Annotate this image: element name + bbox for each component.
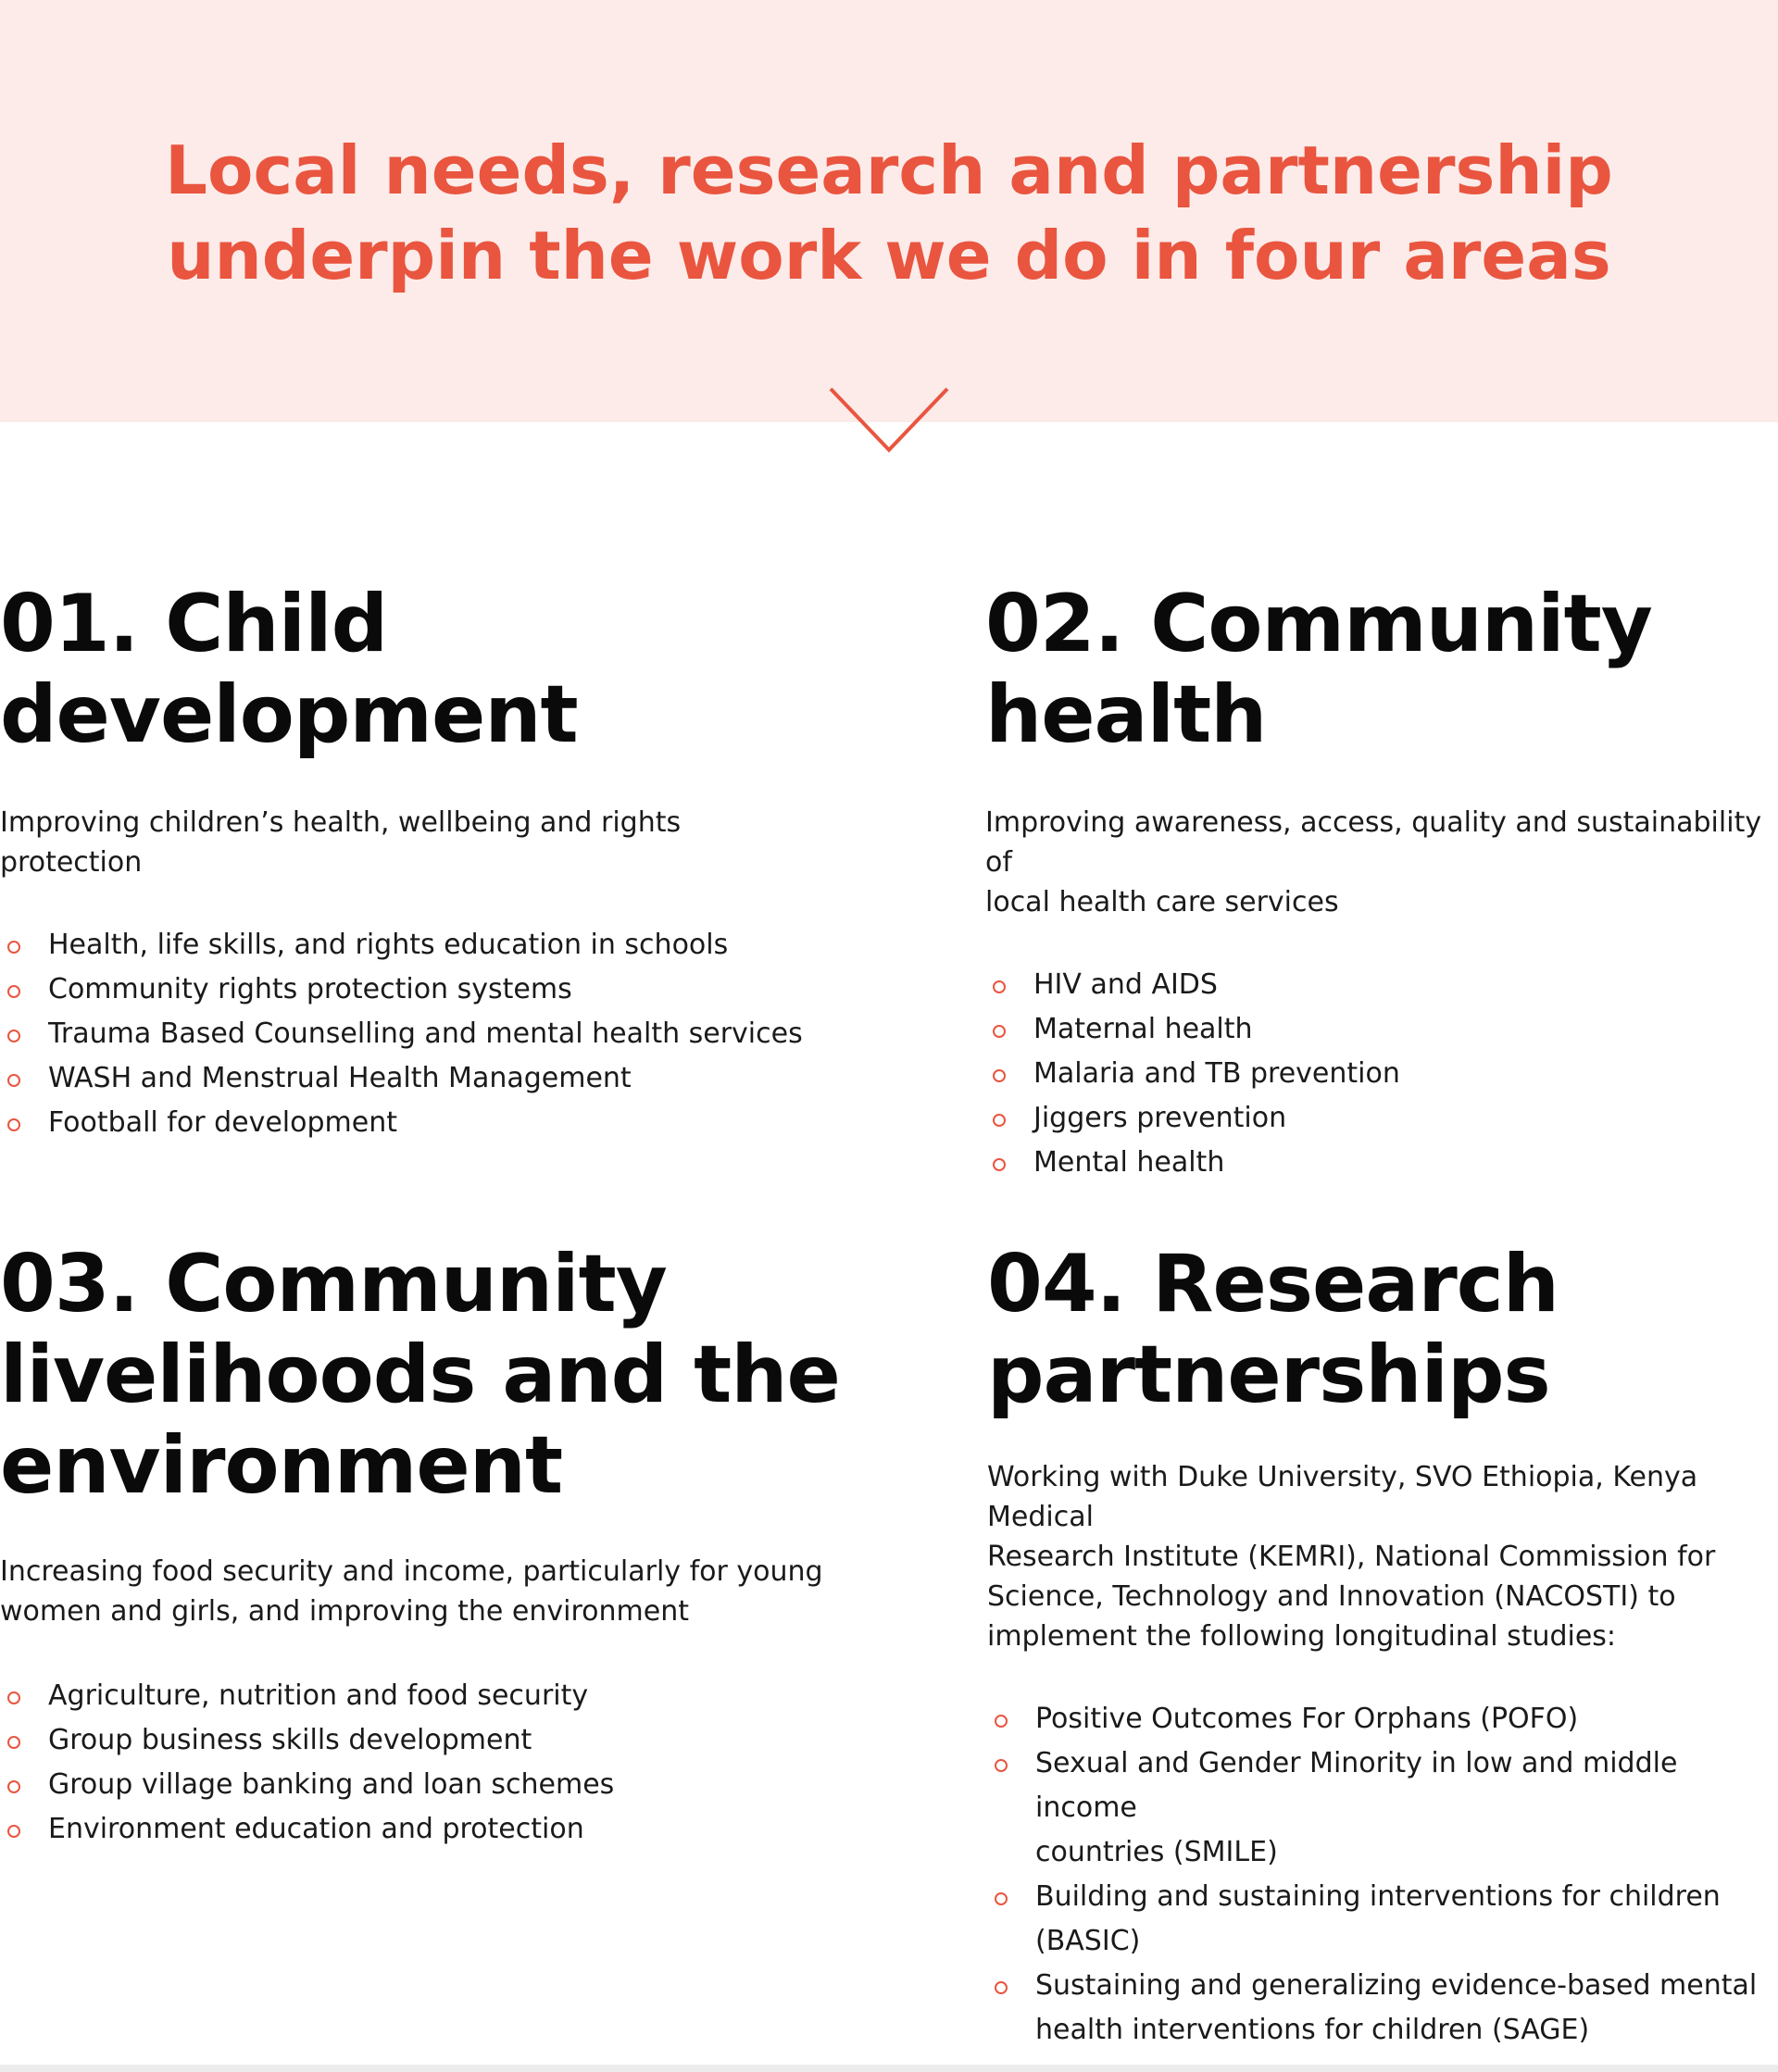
list-item [0,1674,852,1718]
section-heading [0,1239,852,1511]
circle-bullet-icon [993,1158,1006,1171]
list-item [987,1964,1774,2053]
footer-divider [0,2065,1778,2072]
description-line: Improving children’s health, wellbeing and rights [0,806,682,839]
section-list [987,1697,1774,2053]
chevron-down-icon [829,387,949,456]
circle-bullet-icon [993,980,1006,993]
list-item-text: Sustaining and generalizing evidence-based mental [1035,1969,1758,2002]
circle-bullet-icon [7,1825,20,1838]
section-heading [0,579,852,760]
section-description [0,803,852,882]
list-item-text: HIV and AIDS [1033,968,1218,1001]
list-item-text: Group business skills development [48,1724,532,1756]
header-banner [0,0,1778,422]
section-heading-line: partnerships [987,1329,1550,1421]
list-item [0,1056,852,1101]
list-item [985,1052,1772,1096]
section-heading-line: livelihoods and the [0,1329,840,1421]
list-item-text: Trauma Based Counselling and mental health services [48,1017,803,1050]
list-item [987,1875,1774,1964]
page-title [0,128,1778,298]
list-item-text: health interventions for children (SAGE) [1035,2014,1590,2046]
list-item-text: Building and sustaining interventions for children [1035,1880,1721,1913]
list-item [985,1141,1772,1185]
circle-bullet-icon [993,1114,1006,1127]
section-list [0,1674,852,1852]
section-list [985,963,1772,1185]
list-item [985,1007,1772,1052]
list-item-text: Group village banking and loan schemes [48,1768,615,1801]
description-line: protection [0,846,143,879]
list-item [987,1697,1774,1741]
circle-bullet-icon [7,1118,20,1131]
description-line: women and girls, and improving the environment [0,1595,689,1628]
circle-bullet-icon [7,985,20,998]
description-line: Working with Duke University, SVO Ethiopia, Kenya Medical [987,1461,1698,1533]
list-item [985,1096,1772,1141]
circle-bullet-icon [7,941,20,954]
section-description [985,803,1772,922]
section-research-partnerships [987,1239,1774,2053]
list-item [0,967,852,1012]
section-community-livelihoods [0,1239,852,1852]
circle-bullet-icon [993,1069,1006,1082]
circle-bullet-icon [7,1736,20,1749]
list-item [0,1763,852,1807]
list-item-text: Jiggers prevention [1033,1102,1287,1134]
list-item [0,1718,852,1763]
page-title-line-2: underpin the work we do in four areas [167,217,1611,294]
section-heading-line: 02. Community [985,578,1652,670]
list-item [0,1807,852,1852]
list-item-text: Mental health [1033,1146,1225,1179]
section-heading-line: environment [0,1419,563,1512]
circle-bullet-icon [995,1715,1008,1728]
description-line: Improving awareness, access, quality and sustainability of [985,806,1762,879]
list-item-text: Football for development [48,1106,397,1139]
circle-bullet-icon [995,1759,1008,1772]
description-line: implement the following longitudinal studies: [987,1620,1617,1653]
section-heading-line: 03. Community [0,1238,667,1330]
section-community-health [985,579,1772,1185]
list-item-text: Maternal health [1033,1013,1253,1045]
list-item-text: Positive Outcomes For Orphans (POFO) [1035,1703,1579,1735]
list-item-text: WASH and Menstrual Health Management [48,1062,632,1094]
section-heading-line: development [0,668,578,761]
description-line: Increasing food security and income, particularly for young [0,1555,823,1588]
circle-bullet-icon [993,1025,1006,1038]
section-heading-line: health [985,668,1267,761]
circle-bullet-icon [7,1691,20,1704]
section-heading-line: 01. Child [0,578,388,670]
description-line: Research Institute (KEMRI), National Commission for [987,1541,1716,1573]
list-item-text: Agriculture, nutrition and food security [48,1679,589,1712]
list-item [985,963,1772,1007]
list-item-text: Sexual and Gender Minority in low and middle income [1035,1747,1678,1824]
description-line: Science, Technology and Innovation (NACOSTI) to [987,1580,1676,1613]
section-heading [985,579,1772,760]
circle-bullet-icon [7,1780,20,1793]
list-item [0,1012,852,1056]
list-item-text: Community rights protection systems [48,973,572,1005]
circle-bullet-icon [995,1892,1008,1905]
section-heading-line: 04. Research [987,1238,1559,1330]
description-line: local health care services [985,886,1339,918]
list-item [987,1741,1774,1875]
list-item-text: Malaria and TB prevention [1033,1057,1400,1090]
page-title-line-1: Local needs, research and partnership [165,131,1613,209]
list-item [0,923,852,967]
circle-bullet-icon [7,1074,20,1087]
circle-bullet-icon [995,1981,1008,1994]
section-child-development [0,579,852,1145]
list-item-text: countries (SMILE) [1035,1836,1278,1868]
list-item-text: (BASIC) [1035,1925,1141,1957]
list-item-text: Environment education and protection [48,1813,584,1845]
list-item [0,1101,852,1145]
section-description [987,1457,1774,1656]
section-heading [987,1239,1774,1420]
list-item-text: Health, life skills, and rights education in schools [48,929,729,961]
circle-bullet-icon [7,1030,20,1042]
section-list [0,923,852,1145]
section-description [0,1552,852,1631]
